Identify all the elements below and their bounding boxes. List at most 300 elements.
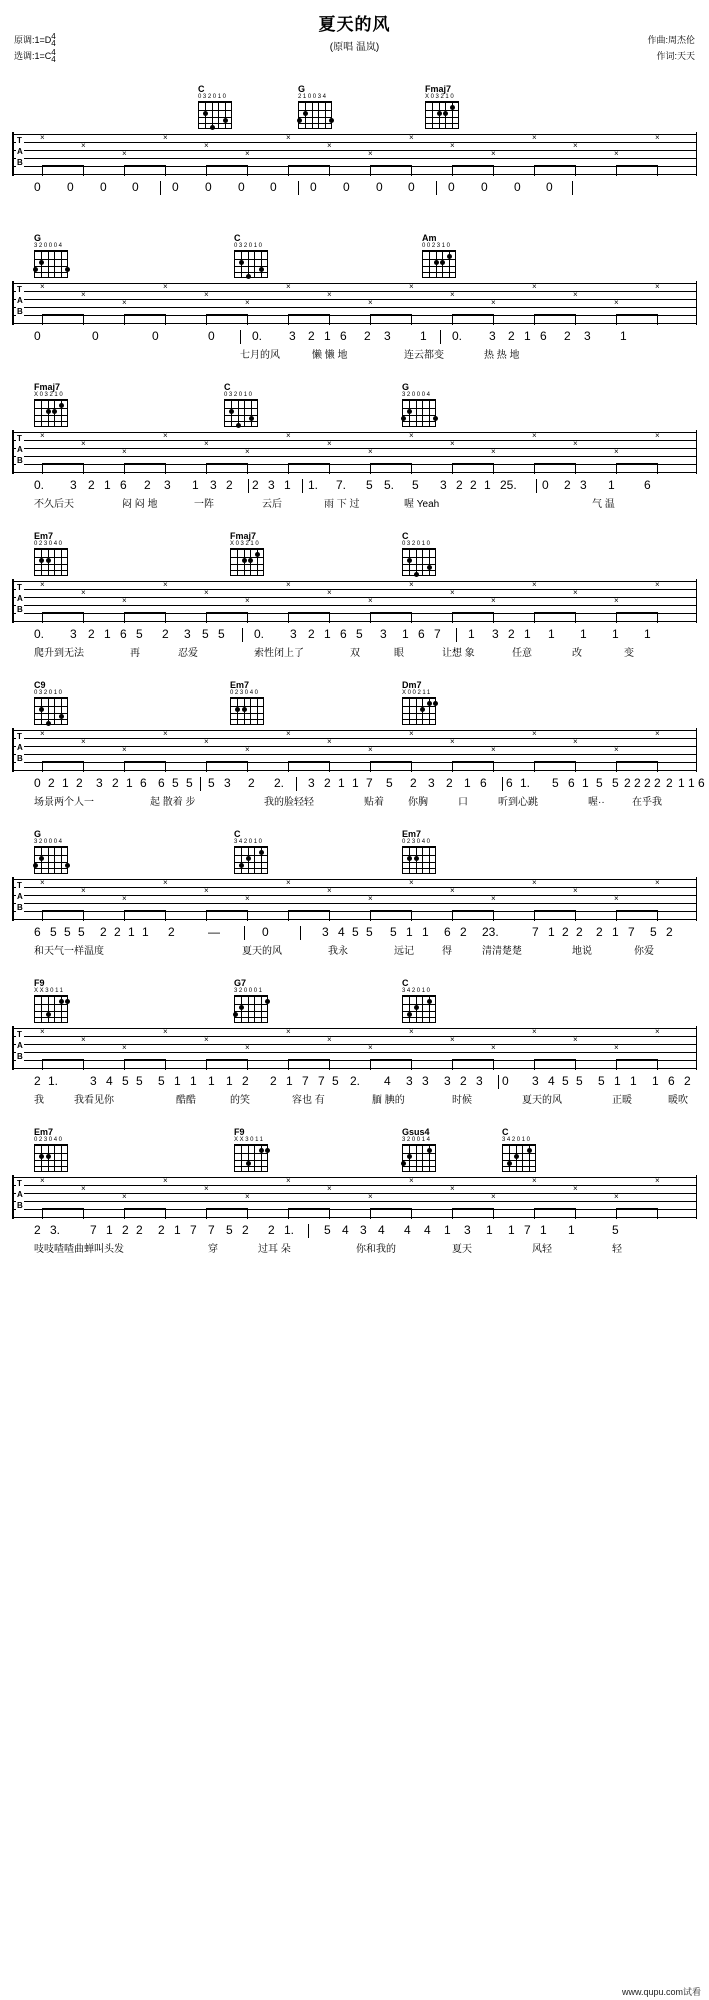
mute-stroke: × xyxy=(245,447,250,456)
barline xyxy=(244,926,245,940)
note-number: 1 xyxy=(620,329,627,343)
mute-stroke: × xyxy=(491,745,496,754)
lyric-text: 酷酷 xyxy=(176,1095,196,1106)
note-number: 2 xyxy=(268,1223,275,1237)
mute-stroke: × xyxy=(368,149,373,158)
tab-string-line xyxy=(14,432,696,433)
beam xyxy=(206,1208,247,1210)
note-number: 2 xyxy=(88,478,95,492)
note-number: 3 xyxy=(70,478,77,492)
lyric-text: 和天气一样温度 xyxy=(34,946,104,957)
mute-stroke: × xyxy=(163,878,168,887)
note-number: 6 xyxy=(340,627,347,641)
mute-stroke: × xyxy=(614,894,619,903)
note-number: 5 xyxy=(226,1223,233,1237)
fret-string-line xyxy=(435,848,436,873)
note-stem xyxy=(657,314,658,325)
mute-stroke: × xyxy=(450,886,455,895)
mute-stroke: × xyxy=(450,141,455,150)
mute-stroke: × xyxy=(40,1176,45,1185)
note-stem xyxy=(575,1059,576,1070)
note-stem xyxy=(657,463,658,474)
note-number: 3 xyxy=(290,627,297,641)
mute-stroke: × xyxy=(655,431,660,440)
chord-dot xyxy=(239,260,244,265)
numbered-notation-row xyxy=(12,329,697,346)
mute-stroke: × xyxy=(286,282,291,291)
mute-stroke: × xyxy=(409,431,414,440)
mute-stroke: × xyxy=(286,1027,291,1036)
note-number: 5 xyxy=(208,776,215,790)
beam xyxy=(616,761,657,763)
chord-row xyxy=(12,978,697,1024)
fret-string-line xyxy=(331,103,332,128)
note-number: 3 xyxy=(440,478,447,492)
note-number: 2 xyxy=(168,925,175,939)
note-number: 5 xyxy=(158,1074,165,1088)
lyric-text: 听到心跳 xyxy=(498,797,538,808)
note-number: 2 xyxy=(684,1074,691,1088)
note-number: 2 xyxy=(324,776,331,790)
chord-dot xyxy=(233,1012,238,1017)
lyric-text: 夏天的风 xyxy=(242,946,282,957)
note-number: 4 xyxy=(548,1074,555,1088)
note-number: 3 xyxy=(492,627,499,641)
note-stem xyxy=(575,165,576,176)
note-number: 5 xyxy=(552,776,559,790)
credits xyxy=(647,32,695,64)
fret-string-line xyxy=(435,401,436,426)
chord-dot xyxy=(401,1161,406,1166)
chord-name: Fmaj7 xyxy=(230,531,257,541)
chord-grid xyxy=(502,1144,536,1172)
mute-stroke: × xyxy=(286,878,291,887)
mute-stroke: × xyxy=(450,588,455,597)
note-number: 25. xyxy=(500,478,517,492)
tab-string-line xyxy=(14,283,696,284)
tab-string-line xyxy=(14,1028,696,1029)
note-number: 2 xyxy=(564,329,571,343)
note-number: 1 xyxy=(62,776,69,790)
beam xyxy=(42,165,83,167)
chord-dot xyxy=(239,863,244,868)
beam xyxy=(42,314,83,316)
note-number: 2. xyxy=(274,776,285,790)
note-number: 2 xyxy=(242,1223,249,1237)
note-number: 2. xyxy=(350,1074,361,1088)
chord-grid xyxy=(34,846,68,874)
note-number: — xyxy=(208,925,220,939)
chord-fingering: 032010 xyxy=(198,94,228,100)
chord-grid xyxy=(422,250,456,278)
mute-stroke: × xyxy=(81,290,86,299)
chord-diagram xyxy=(234,978,280,1023)
note-number: 1 xyxy=(174,1074,181,1088)
chord-dot xyxy=(33,863,38,868)
lyrics-row xyxy=(12,346,697,366)
chord-dot xyxy=(407,1012,412,1017)
mute-stroke: × xyxy=(655,282,660,291)
fret-line xyxy=(403,570,435,571)
note-number: 5 xyxy=(386,776,393,790)
note-stem xyxy=(575,314,576,325)
note-stem xyxy=(165,1059,166,1070)
beam xyxy=(616,612,657,614)
chord-name: G xyxy=(402,382,410,392)
note-number: 4 xyxy=(384,1074,391,1088)
lyric-text: 不久后天 xyxy=(34,499,74,510)
chord-dot xyxy=(450,105,455,110)
chord-diagram xyxy=(34,233,80,278)
mute-stroke: × xyxy=(40,729,45,738)
chord-dot xyxy=(65,999,70,1004)
note-number: 23. xyxy=(482,925,499,939)
note-number: 1 xyxy=(678,776,685,790)
note-number: 3 xyxy=(580,478,587,492)
beam xyxy=(124,612,165,614)
chord-dot xyxy=(407,1154,412,1159)
mute-stroke: × xyxy=(532,282,537,291)
note-stem xyxy=(657,910,658,921)
fret-line xyxy=(35,272,67,273)
note-number: 5 xyxy=(172,776,179,790)
lyrics-row xyxy=(12,1240,697,1260)
note-number: 6 xyxy=(120,627,127,641)
note-number: 3 xyxy=(224,776,231,790)
mute-stroke: × xyxy=(368,298,373,307)
note-number: 0 xyxy=(132,180,139,194)
note-number: 2 xyxy=(666,925,673,939)
chord-fingering: 023040 xyxy=(230,690,260,696)
lyric-text: 风轻 xyxy=(532,1244,552,1255)
beam xyxy=(288,463,329,465)
mute-stroke: × xyxy=(655,1027,660,1036)
beam xyxy=(288,314,329,316)
chord-dot xyxy=(259,1148,264,1153)
fret-line xyxy=(35,421,67,422)
note-number: 0 xyxy=(208,329,215,343)
mute-stroke: × xyxy=(327,1035,332,1044)
note-number: 5 xyxy=(562,1074,569,1088)
note-stem xyxy=(329,165,330,176)
note-number: 5 xyxy=(356,627,363,641)
note-number: 2 xyxy=(508,627,515,641)
fret-line xyxy=(403,862,435,863)
fret-string-line xyxy=(435,1146,436,1171)
note-number: 1 xyxy=(192,478,199,492)
chord-dot xyxy=(255,552,260,557)
numbered-notation-row xyxy=(12,180,697,197)
chord-diagram xyxy=(402,829,448,874)
tab-string-line xyxy=(14,1060,696,1061)
note-number: 2 xyxy=(654,776,661,790)
chord-dot xyxy=(52,409,57,414)
lyric-text: 七月的风 xyxy=(240,350,280,361)
tab-string-line xyxy=(14,613,696,614)
note-stem xyxy=(83,165,84,176)
note-number: 0 xyxy=(34,329,41,343)
lyric-text: 你和我的 xyxy=(356,1244,396,1255)
tab-string-line xyxy=(14,887,696,888)
mute-stroke: × xyxy=(614,596,619,605)
note-number: 0 xyxy=(262,925,269,939)
fret-line xyxy=(426,110,458,111)
tab-staff xyxy=(12,281,697,325)
note-stem xyxy=(247,1208,248,1219)
tab-staff xyxy=(12,1026,697,1070)
chord-dot xyxy=(39,558,44,563)
note-number: 2 xyxy=(470,478,477,492)
chord-fingering: 002310 xyxy=(422,243,452,249)
lyric-text: 贴着 xyxy=(364,797,384,808)
fret-line xyxy=(426,117,458,118)
chord-dot xyxy=(248,558,253,563)
fret-line xyxy=(423,266,455,267)
fret-string-line xyxy=(458,103,459,128)
mute-stroke: × xyxy=(245,1192,250,1201)
lyric-text: 懒 懒 地 xyxy=(312,350,348,361)
tab-string-line xyxy=(14,911,696,912)
chord-grid xyxy=(402,995,436,1023)
chord-dot xyxy=(46,1012,51,1017)
fret-line xyxy=(235,1166,267,1167)
chord-dot xyxy=(242,558,247,563)
note-number: 7 xyxy=(628,925,635,939)
note-stem xyxy=(411,165,412,176)
chord-grid xyxy=(234,995,268,1023)
note-number: 1 xyxy=(104,478,111,492)
barline xyxy=(572,181,573,195)
fret-line xyxy=(35,868,67,869)
tab-string-line xyxy=(14,464,696,465)
chord-name: G xyxy=(34,233,42,243)
note-number: 2 xyxy=(122,1223,129,1237)
beam xyxy=(288,165,329,167)
mute-stroke: × xyxy=(204,290,209,299)
tab-string-line xyxy=(14,903,696,904)
mute-stroke: × xyxy=(327,737,332,746)
note-number: 1 xyxy=(174,1223,181,1237)
mute-stroke: × xyxy=(573,737,578,746)
note-number: 5 xyxy=(324,1223,331,1237)
note-number: 3 xyxy=(360,1223,367,1237)
lyric-text: 腼 腆的 xyxy=(372,1095,405,1106)
tab-string-line xyxy=(14,1201,696,1202)
note-stem xyxy=(493,165,494,176)
note-number: 1 xyxy=(612,627,619,641)
fret-string-line xyxy=(267,848,268,873)
lyric-text: 暖吹 xyxy=(668,1095,688,1106)
chord-dot xyxy=(223,118,228,123)
fret-line xyxy=(423,259,455,260)
page-title: 夏天的风 xyxy=(318,15,391,34)
beam xyxy=(616,463,657,465)
note-number: 3 xyxy=(406,1074,413,1088)
tab-staff xyxy=(12,579,697,623)
fret-string-line xyxy=(231,103,232,128)
fret-line xyxy=(403,719,435,720)
note-number: 1 xyxy=(324,627,331,641)
note-stem xyxy=(329,910,330,921)
note-stem xyxy=(657,612,658,623)
barline xyxy=(502,777,503,791)
chord-grid xyxy=(402,548,436,576)
note-stem xyxy=(411,314,412,325)
note-number: 0. xyxy=(452,329,463,343)
chord-dot xyxy=(433,701,438,706)
mute-stroke: × xyxy=(245,745,250,754)
note-stem xyxy=(657,165,658,176)
note-number: 1 xyxy=(128,925,135,939)
note-number: 2 xyxy=(456,478,463,492)
page-subtitle: (原唱 温岚) xyxy=(329,42,380,53)
lyric-text: 我 xyxy=(34,1095,44,1106)
lyrics-row xyxy=(12,793,697,813)
mute-stroke: × xyxy=(286,729,291,738)
mute-stroke: × xyxy=(409,133,414,142)
chord-fingering: XX3011 xyxy=(34,988,65,994)
fret-line xyxy=(231,557,263,558)
note-number: 0 xyxy=(100,180,107,194)
barline xyxy=(536,479,537,493)
note-number: 5 xyxy=(136,1074,143,1088)
beam xyxy=(124,761,165,763)
chord-dot xyxy=(507,1161,512,1166)
lyric-text: 云后 xyxy=(262,499,282,510)
chord-dot xyxy=(229,409,234,414)
note-number: 1 xyxy=(524,329,531,343)
note-number: 0 xyxy=(92,329,99,343)
note-number: 6 xyxy=(140,776,147,790)
chord-name: Em7 xyxy=(402,829,422,839)
note-number: 6 xyxy=(644,478,651,492)
note-number: 1 xyxy=(226,1074,233,1088)
chord-grid xyxy=(234,1144,268,1172)
note-number: 5 xyxy=(122,1074,129,1088)
chord-diagram xyxy=(34,680,80,725)
chord-dot xyxy=(39,260,44,265)
mute-stroke: × xyxy=(122,1192,127,1201)
tab-clef: T A B xyxy=(17,1179,23,1210)
fret-string-line xyxy=(67,848,68,873)
note-number: 3 xyxy=(476,1074,483,1088)
beam xyxy=(452,314,493,316)
mute-stroke: × xyxy=(122,596,127,605)
chord-name: C xyxy=(224,382,231,392)
beam xyxy=(616,910,657,912)
fret-line xyxy=(403,1166,435,1167)
note-number: 0 xyxy=(34,180,41,194)
note-stem xyxy=(493,612,494,623)
beam xyxy=(288,1208,329,1210)
note-stem xyxy=(83,1059,84,1070)
music-system xyxy=(12,531,697,664)
lyrics-row xyxy=(12,495,697,515)
note-number: 5 xyxy=(352,925,359,939)
note-number: 5 xyxy=(390,925,397,939)
chord-fingering: 342010 xyxy=(402,988,432,994)
chord-grid xyxy=(402,697,436,725)
mute-stroke: × xyxy=(409,1176,414,1185)
fret-string-line xyxy=(263,699,264,724)
mute-stroke: × xyxy=(81,1035,86,1044)
chord-grid xyxy=(230,548,264,576)
beam xyxy=(124,910,165,912)
mute-stroke: × xyxy=(245,149,250,158)
tab-string-line xyxy=(14,738,696,739)
note-number: 6 xyxy=(340,329,347,343)
note-number: 7 xyxy=(532,925,539,939)
lyricist: 作词:天天 xyxy=(656,51,695,61)
note-number: 5 xyxy=(50,925,57,939)
tab-string-line xyxy=(14,291,696,292)
note-number: 1 xyxy=(402,627,409,641)
mute-stroke: × xyxy=(81,737,86,746)
fret-line xyxy=(423,272,455,273)
tab-string-line xyxy=(14,315,696,316)
fret-line xyxy=(235,868,267,869)
lyric-text: 地说 xyxy=(572,946,592,957)
fret-string-line xyxy=(435,550,436,575)
tab-string-line xyxy=(14,448,696,449)
tab-string-line xyxy=(14,746,696,747)
note-number: 1. xyxy=(48,1074,59,1088)
chord-grid xyxy=(402,846,436,874)
chord-fingering: 023040 xyxy=(402,839,432,845)
note-number: 3 xyxy=(380,627,387,641)
beam xyxy=(370,1059,411,1061)
tab-string-line xyxy=(14,1068,696,1069)
barline xyxy=(440,330,441,344)
tab-staff xyxy=(12,728,697,772)
beam xyxy=(534,463,575,465)
fret-line xyxy=(403,1160,435,1161)
chord-fingering: 023040 xyxy=(34,541,64,547)
note-number: 1 xyxy=(142,925,149,939)
mute-stroke: × xyxy=(655,133,660,142)
chord-fingering: 342010 xyxy=(234,839,264,845)
beam xyxy=(534,1208,575,1210)
tab-clef: T A B xyxy=(17,434,23,465)
chord-fingering: 032010 xyxy=(402,541,432,547)
chord-row xyxy=(12,1127,697,1173)
chord-diagram xyxy=(234,1127,280,1172)
note-number: 5 xyxy=(366,478,373,492)
tab-string-line xyxy=(14,1036,696,1037)
barline xyxy=(298,181,299,195)
note-number: 7 xyxy=(434,627,441,641)
note-number: 5 xyxy=(598,1074,605,1088)
tab-string-line xyxy=(14,1052,696,1053)
fret-line xyxy=(235,1153,267,1154)
chord-dot xyxy=(414,856,419,861)
mute-stroke: × xyxy=(204,1035,209,1044)
note-number: 2 xyxy=(364,329,371,343)
beam xyxy=(124,314,165,316)
note-number: 5 xyxy=(64,925,71,939)
beam xyxy=(370,1208,411,1210)
note-stem xyxy=(493,463,494,474)
fret-line xyxy=(299,117,331,118)
note-number: 7 xyxy=(524,1223,531,1237)
lyric-text: 眼 xyxy=(394,648,404,659)
chord-dot xyxy=(437,111,442,116)
barline xyxy=(242,628,243,642)
chord-fingering: 320004 xyxy=(34,839,64,845)
fret-line xyxy=(35,408,67,409)
beam xyxy=(452,463,493,465)
tab-string-line xyxy=(14,456,696,457)
